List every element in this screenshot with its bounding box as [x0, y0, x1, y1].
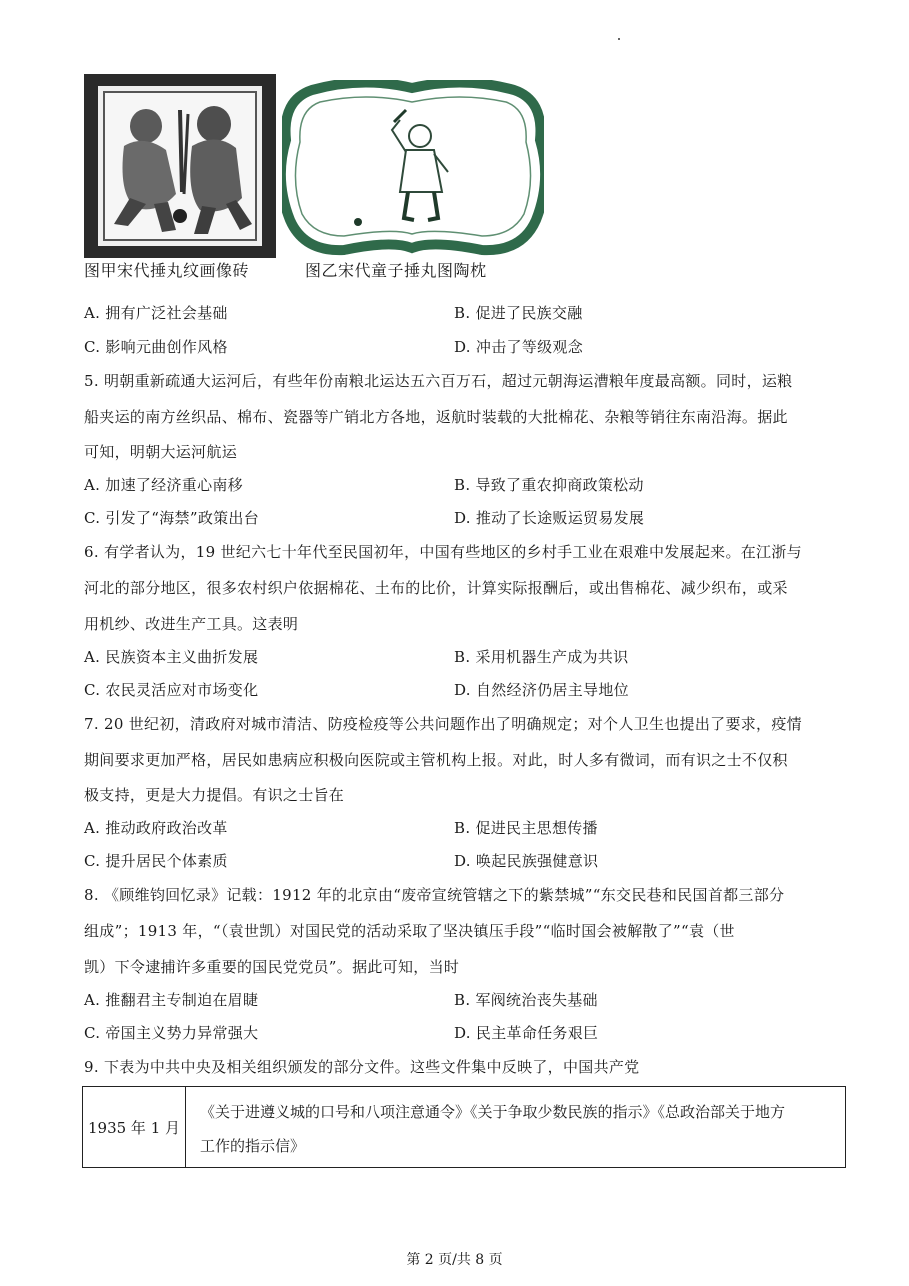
q5-option-b: B. 导致了重农抑商政策松动 — [454, 476, 644, 494]
song-brick-rubbing-image — [84, 74, 276, 258]
q5-option-c: C. 引发了“海禁”政策出台 — [84, 509, 260, 527]
table-documents-cell — [186, 1087, 845, 1167]
q7-option-b: B. 促进民主思想传播 — [454, 819, 598, 837]
q5-option-a: A. 加速了经济重心南移 — [84, 476, 243, 494]
q8-stem-line1: 8. 《顾维钧回忆录》记载：1912 年的北京由“废帝宣统管辖之下的紫禁城”“东交民巷和民国首都三部分 — [84, 886, 785, 904]
q7-stem-line2: 期间要求更加严格，居民如患病应积极向医院或主管机构上报。对此，时人多有微词，而有识之士不仅积 — [84, 751, 788, 769]
q4-option-d: D. 冲击了等级观念 — [454, 338, 584, 356]
table-documents-line1: 《关于进遵义城的口号和八项注意通令》《关于争取少数民族的指示》《总政治部关于地方 — [200, 1103, 786, 1121]
figure-a-caption: 图甲宋代捶丸纹画像砖 — [84, 261, 250, 280]
q5-stem-line3: 可知，明朝大运河航运 — [84, 443, 238, 461]
q4-option-b: B. 促进了民族交融 — [454, 304, 583, 322]
q7-option-d: D. 唤起民族强健意识 — [454, 852, 599, 870]
q5-stem-line2: 船夹运的南方丝织品、棉布、瓷器等广销北方各地，返航时装载的大批棉花、杂粮等销往东南沿海。据此 — [84, 408, 788, 426]
q8-option-b: B. 军阀统治丧失基础 — [454, 991, 598, 1009]
q7-option-c: C. 提升居民个体素质 — [84, 852, 228, 870]
q7-stem-line1: 7. 20 世纪初，清政府对城市清洁、防疫检疫等公共问题作出了明确规定；对个人卫生也提出了要求，疫情 — [84, 715, 802, 733]
q8-option-c: C. 帝国主义势力异常强大 — [84, 1024, 259, 1042]
table-documents-line2: 工作的指示信》 — [200, 1137, 306, 1155]
q8-option-d: D. 民主革命任务艰巨 — [454, 1024, 599, 1042]
page-speck — [618, 38, 620, 40]
q9-stem-line1: 9. 下表为中共中央及相关组织颁发的部分文件。这些文件集中反映了，中国共产党 — [84, 1058, 640, 1076]
q6-stem-line2: 河北的部分地区，很多农村织户依据棉花、土布的比价，计算实际报酬后，或出售棉花、减少织布，或采 — [84, 579, 788, 597]
q6-option-c: C. 农民灵活应对市场变化 — [84, 681, 259, 699]
q6-stem-line1: 6. 有学者认为，19 世纪六七十年代至民国初年，中国有些地区的乡村手工业在艰难中发展起来。在江浙与 — [84, 543, 802, 561]
q6-option-a: A. 民族资本主义曲折发展 — [84, 648, 259, 666]
q8-option-a: A. 推翻君主专制迫在眉睫 — [84, 991, 259, 1009]
q4-option-a: A. 拥有广泛社会基础 — [84, 304, 228, 322]
q7-stem-line3: 极支持，更是大力提倡。有识之士旨在 — [84, 786, 345, 804]
q6-option-d: D. 自然经济仍居主导地位 — [454, 681, 629, 699]
q7-option-a: A. 推动政府政治改革 — [84, 819, 228, 837]
q8-stem-line3: 凯）下令逮捕许多重要的国民党党员”。据此可知，当时 — [84, 958, 460, 976]
q9-document-table — [82, 1086, 846, 1168]
page-footer: 第 2 页/共 8 页 — [406, 1252, 503, 1268]
q6-stem-line3: 用机纱、改进生产工具。这表明 — [84, 615, 299, 633]
q4-option-c: C. 影响元曲创作风格 — [84, 338, 228, 356]
q6-option-b: B. 采用机器生产成为共识 — [454, 648, 629, 666]
q8-stem-line2: 组成”；1913 年，“（袁世凯）对国民党的活动采取了坚决镇压手段”“临时国会被解散了”“袁（世 — [84, 922, 735, 940]
q5-stem-line1: 5. 明朝重新疏通大运河后，有些年份南粮北运达五六百万石，超过元朝海运漕粮年度最高额。同时，运粮 — [84, 372, 793, 390]
table-date-cell: 1935 年 1 月 — [83, 1087, 186, 1167]
song-pottery-pillow-image — [282, 80, 544, 258]
figure-b-caption: 图乙宋代童子捶丸图陶枕 — [305, 261, 487, 280]
q5-option-d: D. 推动了长途贩运贸易发展 — [454, 509, 645, 527]
